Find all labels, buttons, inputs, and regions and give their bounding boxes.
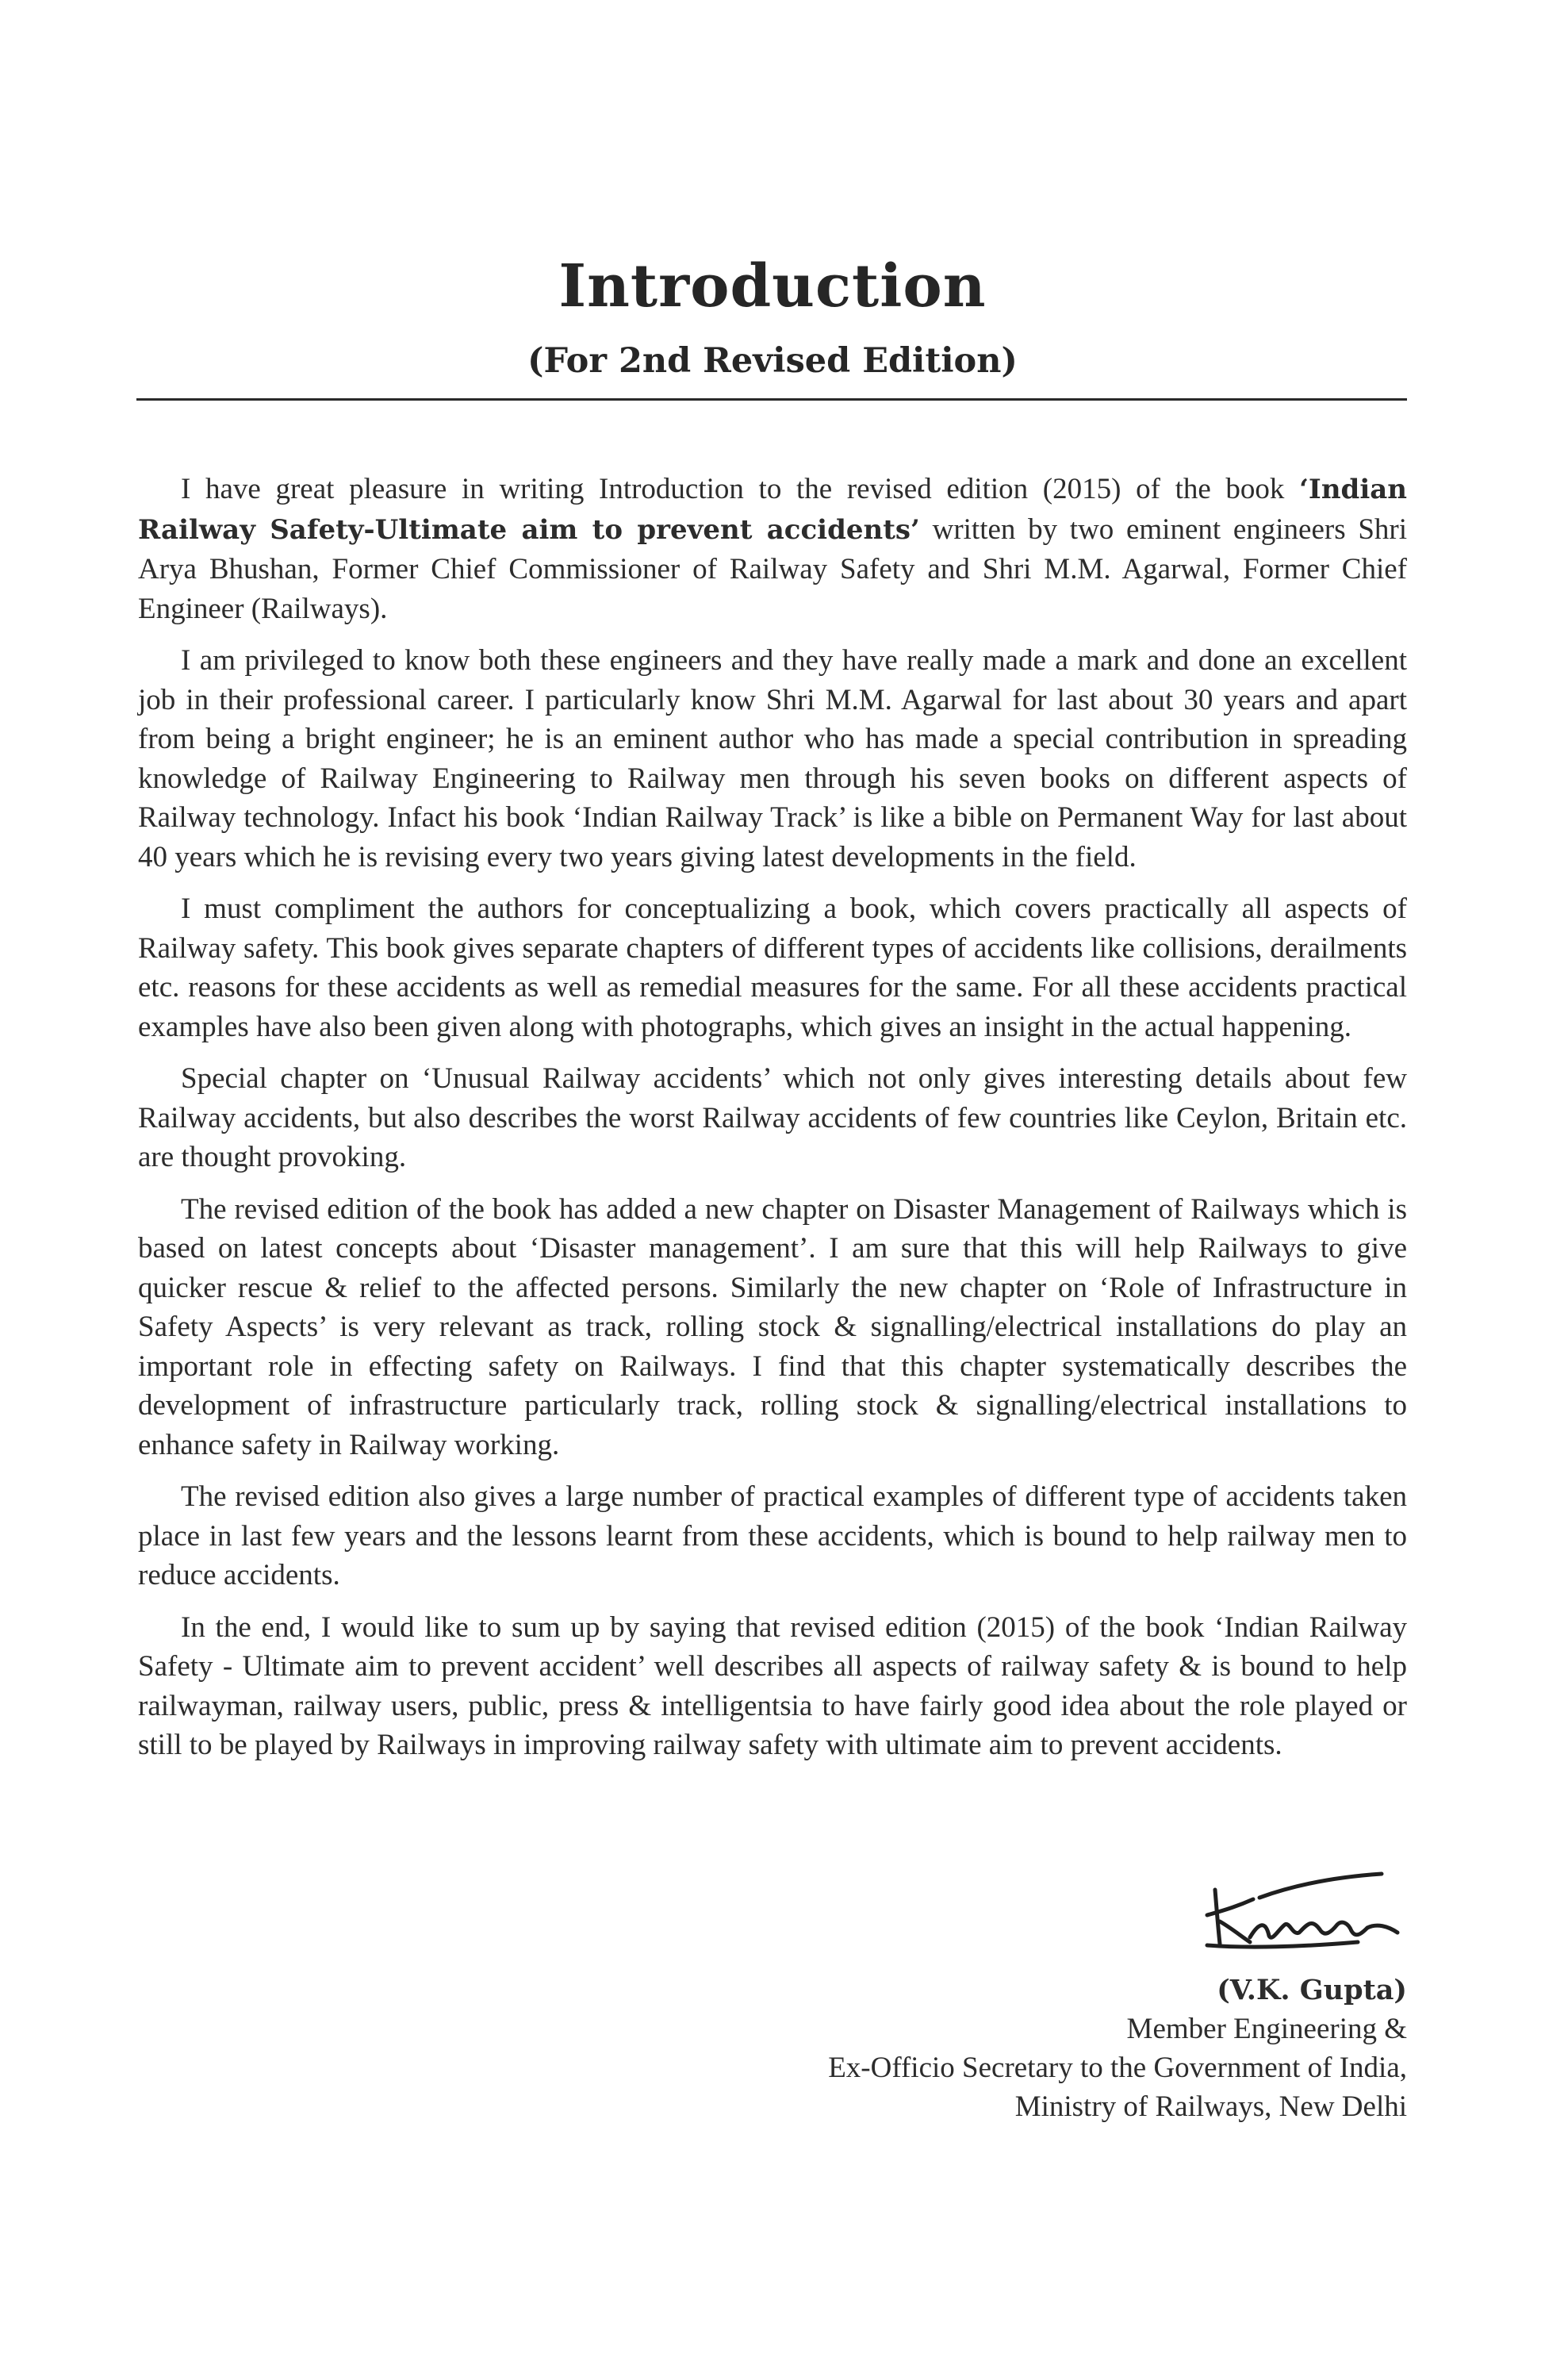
book-title-bold: ‘Indian Railway Safety-Ultimate aim to prevent accidents’ xyxy=(138,474,1407,546)
signatory-office: Ex-Officio Secretary to the Government of India, xyxy=(828,2052,1407,2084)
signatory-designation: Member Engineering & xyxy=(1126,2013,1407,2045)
paragraph-1 xyxy=(138,470,1407,628)
handwritten-signature xyxy=(1183,1866,1421,1953)
page-subtitle: (For 2nd Revised Edition) xyxy=(527,341,1018,381)
paragraph-6: The revised edition also gives a large number of practical examples of different type of accidents taken place in last few years and the lessons learnt from these accidents, which is bound to help railway men to reduce accidents. xyxy=(138,1480,1407,1591)
paragraph-5: The revised edition of the book has added a new chapter on Disaster Management of Railways which is based on latest concepts about ‘Disaster management’. I am sure that this will help Railways to give quicker rescue & relief to the affected persons. Similarly the new chapter on ‘Role of Infrastructure in Safety Aspects’ is very relevant as track, rolling stock & signalling/electrical installations do play an important role in effecting safety on Railways. I find that this chapter systematically describes the development of infrastructure particularly track, rolling stock & signalling/electrical installations to enhance safety in Railway working. xyxy=(138,1192,1407,1461)
paragraph-1-lead: I have great pleasure in writing Introduction to the revised edition (2015) of the book xyxy=(181,473,1300,505)
title-divider xyxy=(136,398,1407,401)
paragraph-3: I must compliment the authors for conceptualizing a book, which covers practically all aspects of Railway safety. This book gives separate chapters of different types of accidents like collisions, derailments etc. reasons for these accidents as well as remedial measures for the same. For all these accidents practical examples have also been given along with photographs, which gives an insight in the actual happening. xyxy=(138,892,1407,1043)
paragraph-4: Special chapter on ‘Unusual Railway accidents’ which not only gives interesting details about few Railway accidents, but also describes the worst Railway accidents of few countries like Ceylon, Britain etc. are thought provoking. xyxy=(138,1062,1407,1173)
signatory-ministry: Ministry of Railways, New Delhi xyxy=(1014,2090,1407,2123)
page-title: Introduction xyxy=(558,252,987,321)
signatory-block xyxy=(535,1971,1407,2126)
signatory-name: (V.K. Gupta) xyxy=(1217,1974,1407,2006)
introduction-body xyxy=(138,470,1407,1778)
paragraph-7: In the end, I would like to sum up by saying that revised edition (2015) of the book ‘Indian Railway Safety - Ultimate aim to prevent accident’ well describes all aspects of railway safety & is bound to help railwayman, railway users, public, press & intelligentsia to have fairly good idea about the role played or still to be played by Railways in improving railway safety with ultimate aim to prevent accidents. xyxy=(138,1610,1407,1761)
paragraph-2: I am privileged to know both these engineers and they have really made a mark and done an excellent job in their professional career. I particularly know Shri M.M. Agarwal for last about 30 years and apart from being a bright engineer; he is an eminent author who has made a special contribution in spreading knowledge of Railway Engineering to Railway men through his seven books on different aspects of Railway technology. Infact his book ‘Indian Railway Track’ is like a bible on Permanent Way for last about 40 years which he is revising every two years giving latest developments in the field. xyxy=(138,644,1407,873)
paragraph-1-tail: written by two eminent engineers Shri Arya Bhushan, Former Chief Commissioner of Railway Safety and Shri M.M. Agarwal, Former Chief Engineer (Railways). xyxy=(138,512,1407,625)
